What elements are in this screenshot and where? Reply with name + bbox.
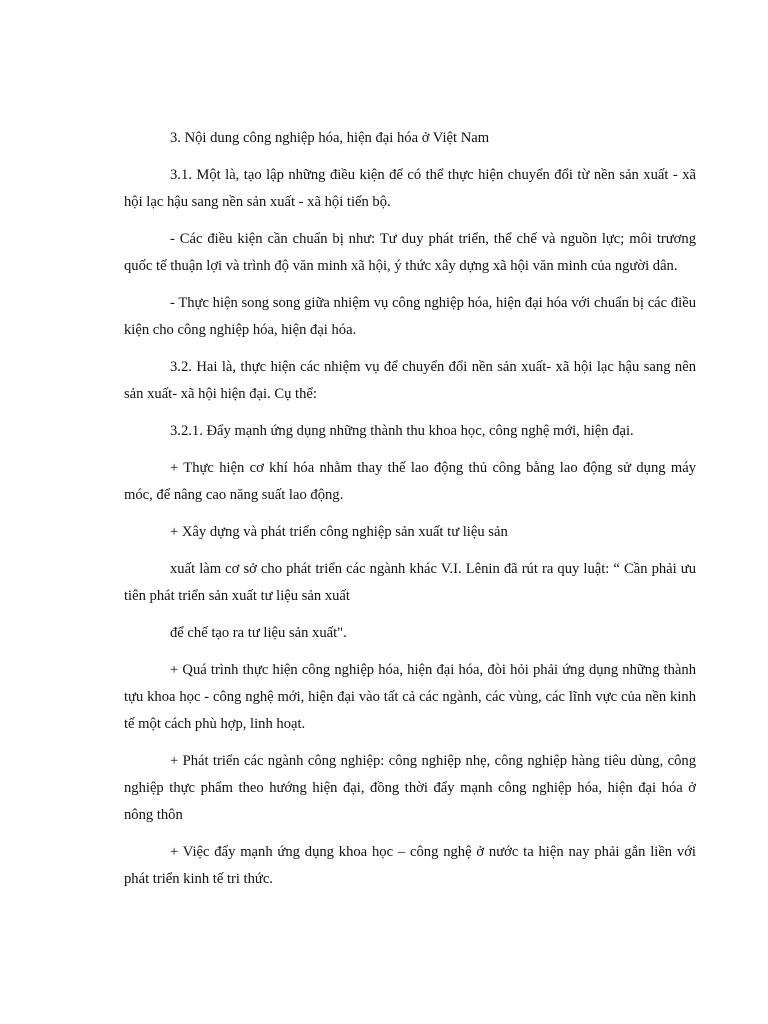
section-heading-3: 3. Nội dung công nghiệp hóa, hiện đại hóa ở Việt Nam <box>170 130 490 146</box>
paragraph-lenin-law-end: để chế tạo ra tư liệu sản xuất". <box>170 625 347 641</box>
subsection-3-2-1: 3.2.1. Đẩy mạnh ứng dụng những thành thu khoa học, công nghệ mới, hiện đại. <box>170 423 634 439</box>
subsection-3-2: 3.2. Hai là, thực hiện các nhiệm vụ để chuyển đổi nền sản xuất- xã hội lạc hậu sang nên sản xuất- xã hội hiện đại. Cụ thể: <box>124 359 696 402</box>
subsection-3-1: 3.1. Một là, tạo lập những điều kiện để có thể thực hiện chuyển đổi từ nền sản xuất - xã hội lạc hậu sang nền sản xuất - xã hội tiến bộ. <box>124 167 696 210</box>
plus-item-apply-science: + Quá trình thực hiện công nghiệp hóa, hiện đại hóa, đòi hỏi phải ứng dụng những thành tựu khoa học - công nghệ mới, hiện đại vào tất cả các ngành, các vùng, các lĩnh vực của nền kinh tế một cách phù hợp, linh hoạt. <box>124 662 696 732</box>
bullet-parallel-tasks: - Thực hiện song song giữa nhiệm vụ công nghiệp hóa, hiện đại hóa với chuẩn bị các điều kiện cho công nghiệp hóa, hiện đại hóa. <box>124 295 696 338</box>
paragraph-lenin-law: xuất làm cơ sở cho phát triển các ngành khác V.I. Lênin đã rút ra quy luật: “ Cần phải ưu tiên phát triển sản xuất tư liệu sản xuất <box>124 561 696 604</box>
plus-item-knowledge-economy: + Việc đẩy mạnh ứng dụng khoa học – công nghệ ở nước ta hiện nay phải gắn liền với phát triển kinh tế tri thức. <box>124 844 696 887</box>
plus-item-mechanization: + Thực hiện cơ khí hóa nhằm thay thế lao động thủ công bằng lao động sử dụng máy móc, để nâng cao năng suất lao động. <box>124 460 696 503</box>
plus-item-industry-build: + Xây dựng và phát triển công nghiệp sản xuất tư liệu sản <box>170 524 508 540</box>
document-page <box>124 125 696 903</box>
plus-item-industries: + Phát triển các ngành công nghiệp: công nghiệp nhẹ, công nghiệp hàng tiêu dùng, công nghiệp thực phẩm theo hướng hiện đại, đồng thời đẩy mạnh công nghiệp hóa, hiện đại hóa ở nông thôn <box>124 753 696 823</box>
bullet-conditions: - Các điều kiện cần chuẩn bị như: Tư duy phát triển, thể chế và nguồn lực; môi trương quốc tế thuận lợi và trình độ văn minh xã hội, ý thức xây dựng xã hội văn minh của người dân. <box>124 231 696 274</box>
